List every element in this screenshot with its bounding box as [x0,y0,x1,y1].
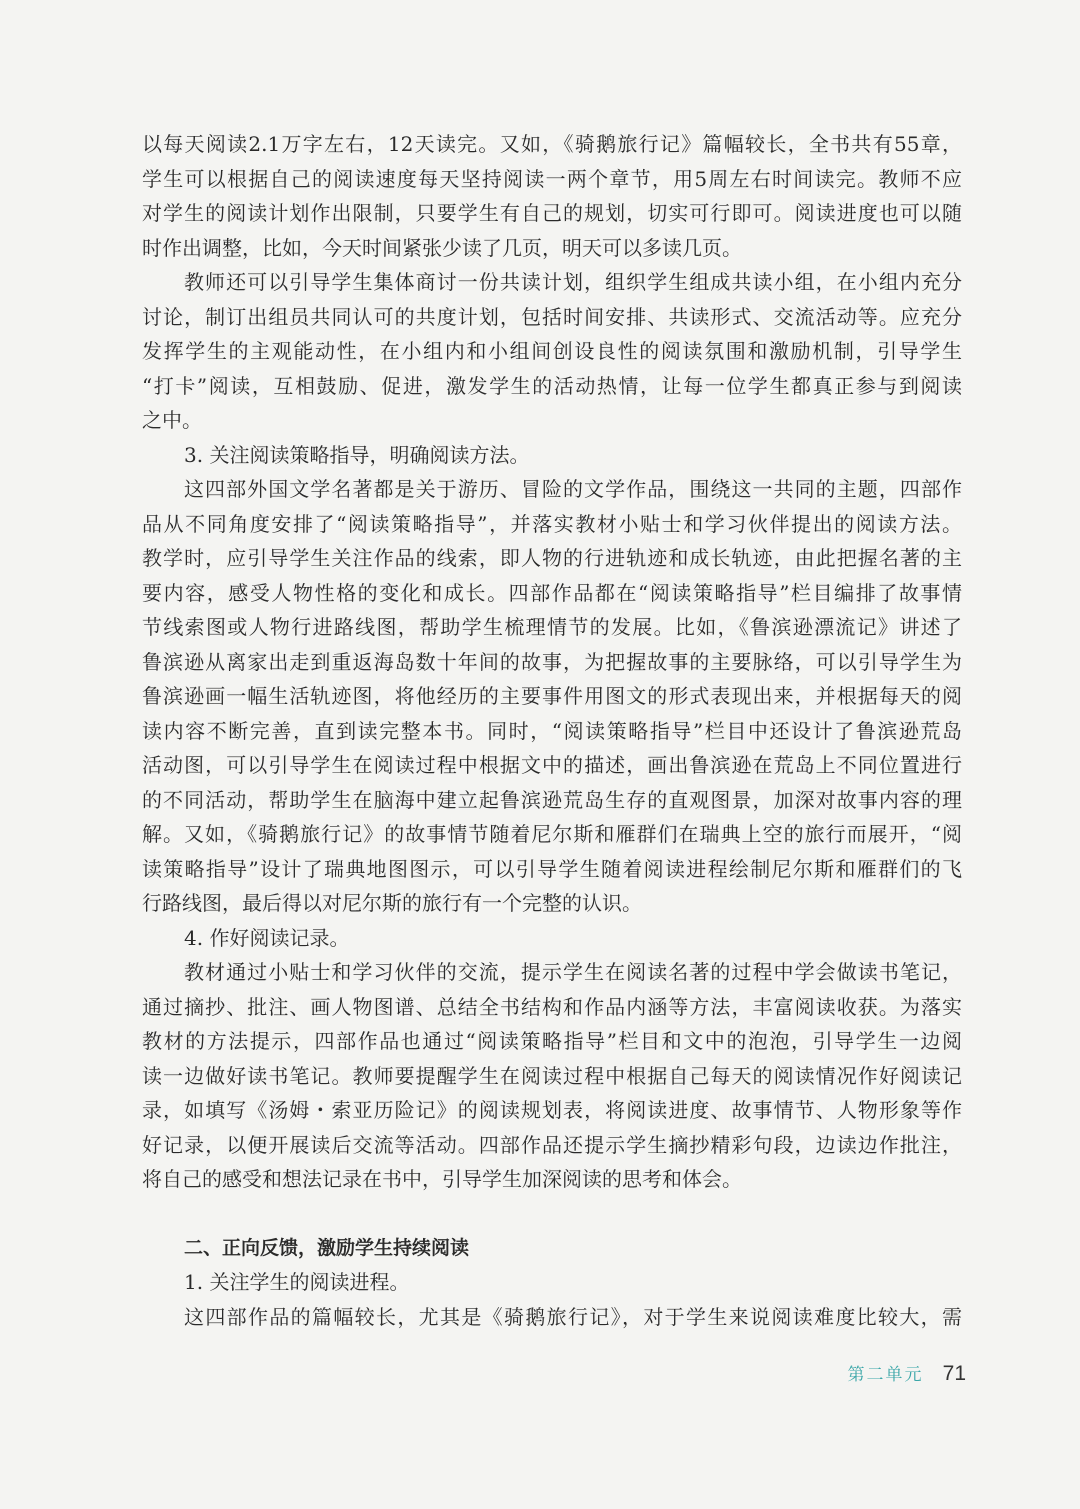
section-spacer [142,1197,962,1231]
text-line: 好记录，以便开展读后交流等活动。四部作品还提示学生摘抄精彩句段，边读边作批注， [142,1132,962,1157]
subsection-heading: 1. 关注学生的阅读进程。 [184,1270,410,1294]
text-line: 活动图，可以引导学生在阅读过程中根据文中的描述，画出鲁滨逊在荒岛上不同位置进行 [142,753,962,777]
text-line: 教材的方法提示，四部作品也通过“阅读策略指导”栏目和文中的泡泡，引导学生一边阅 [142,1029,962,1053]
text-line: 读内容不断完善，直到读完整本书。同时，“阅读策略指导”栏目中还设计了鲁滨逊荒岛 [142,718,962,743]
section-heading: 二、正向反馈，激励学生持续阅读 [184,1236,470,1259]
text-line: 通过摘抄、批注、画人物图谱、总结全书结构和作品内涵等方法，丰富阅读收获。为落实 [142,994,962,1019]
page-number: 71 [942,1362,966,1385]
page-body [142,127,962,1334]
text-line: 读一边做好读书笔记。教师要提醒学生在阅读过程中根据自己每天的阅读情况作好阅读记 [142,1063,962,1088]
text-line: 教材通过小贴士和学习伙伴的交流，提示学生在阅读名著的过程中学会做读书笔记， [184,960,962,984]
text-line: 这四部外国文学名著都是关于游历、冒险的文学作品，围绕这一共同的主题，四部作 [184,477,962,501]
text-line: 读策略指导”设计了瑞典地图图示，可以引导学生随着阅读进程绘制尼尔斯和雁群们的飞 [142,856,962,881]
text-line: 录，如填写《汤姆・索亚历险记》的阅读规划表，将阅读进度、故事情节、人物形象等作 [142,1098,962,1122]
text-line: 鲁滨逊从离家出走到重返海岛数十年间的故事，为把握故事的主要脉络，可以引导学生为 [142,649,962,674]
paragraph [142,127,962,265]
text-line: 节线索图或人物行进路线图，帮助学生梳理情节的发展。比如，《鲁滨逊漂流记》讲述了 [142,615,962,639]
text-line: 这四部作品的篇幅较长，尤其是《骑鹅旅行记》，对于学生来说阅读难度比较大，需 [184,1304,962,1329]
text-line: 要内容，感受人物性格的变化和成长。四部作品都在“阅读策略指导”栏目编排了故事情 [142,580,962,605]
text-line: 鲁滨逊画一幅生活轨迹图，将他经历的主要事件用图文的形式表现出来，并根据每天的阅 [142,684,962,708]
paragraph [142,955,962,1197]
page-footer [848,1358,966,1390]
text-line: 学生可以根据自己的阅读速度每天坚持阅读一两个章节，用5周左右时间读完。教师不应 [142,166,962,191]
text-line: 的不同活动，帮助学生在脑海中建立起鲁滨逊荒岛生存的直观图景，加深对故事内容的理 [142,787,962,812]
text-line: 之中。 [142,408,202,432]
text-line: 发挥学生的主观能动性，在小组内和小组间创设良性的阅读氛围和激励机制，引导学生 [142,339,962,363]
paragraph [142,472,962,921]
paragraph [142,265,962,438]
text-line: 解。又如，《骑鹅旅行记》的故事情节随着尼尔斯和雁群们在瑞典上空的旅行而展开，“阅 [142,822,962,846]
subsection-heading: 3. 关注阅读策略指导，明确阅读方法。 [184,442,530,467]
text-line: 教师还可以引导学生集体商讨一份共读计划，组织学生组成共读小组，在小组内充分 [184,270,962,294]
text-line: 对学生的阅读计划作出限制，只要学生有自己的规划，切实可行即可。阅读进度也可以随 [142,201,962,225]
subsection-heading: 4. 作好阅读记录。 [184,925,350,950]
text-line: 将自己的感受和想法记录在书中，引导学生加深阅读的思考和体会。 [142,1167,742,1191]
footer-unit-label: 第二单元 [847,1365,924,1385]
text-line: 行路线图，最后得以对尼尔斯的旅行有一个完整的认识。 [142,891,642,915]
text-line: 品从不同角度安排了“阅读策略指导”，并落实教材小贴士和学习伙伴提出的阅读方法。 [142,511,962,536]
text-line: 教学时，应引导学生关注作品的线索，即人物的行进轨迹和成长轨迹，由此把握名著的主 [142,546,962,570]
text-line: 时作出调整，比如，今天时间紧张少读了几页，明天可以多读几页。 [142,235,742,260]
text-line: 讨论，制订出组员共同认可的共度计划，包括时间安排、共读形式、交流活动等。应充分 [142,304,962,329]
text-line: “打卡”阅读，互相鼓励、促进，激发学生的活动热情，让每一位学生都真正参与到阅读 [142,373,962,398]
text-line: 以每天阅读2.1万字左右，12天读完。又如，《骑鹅旅行记》篇幅较长，全书共有55章， [142,132,962,156]
paragraph [142,1300,962,1335]
